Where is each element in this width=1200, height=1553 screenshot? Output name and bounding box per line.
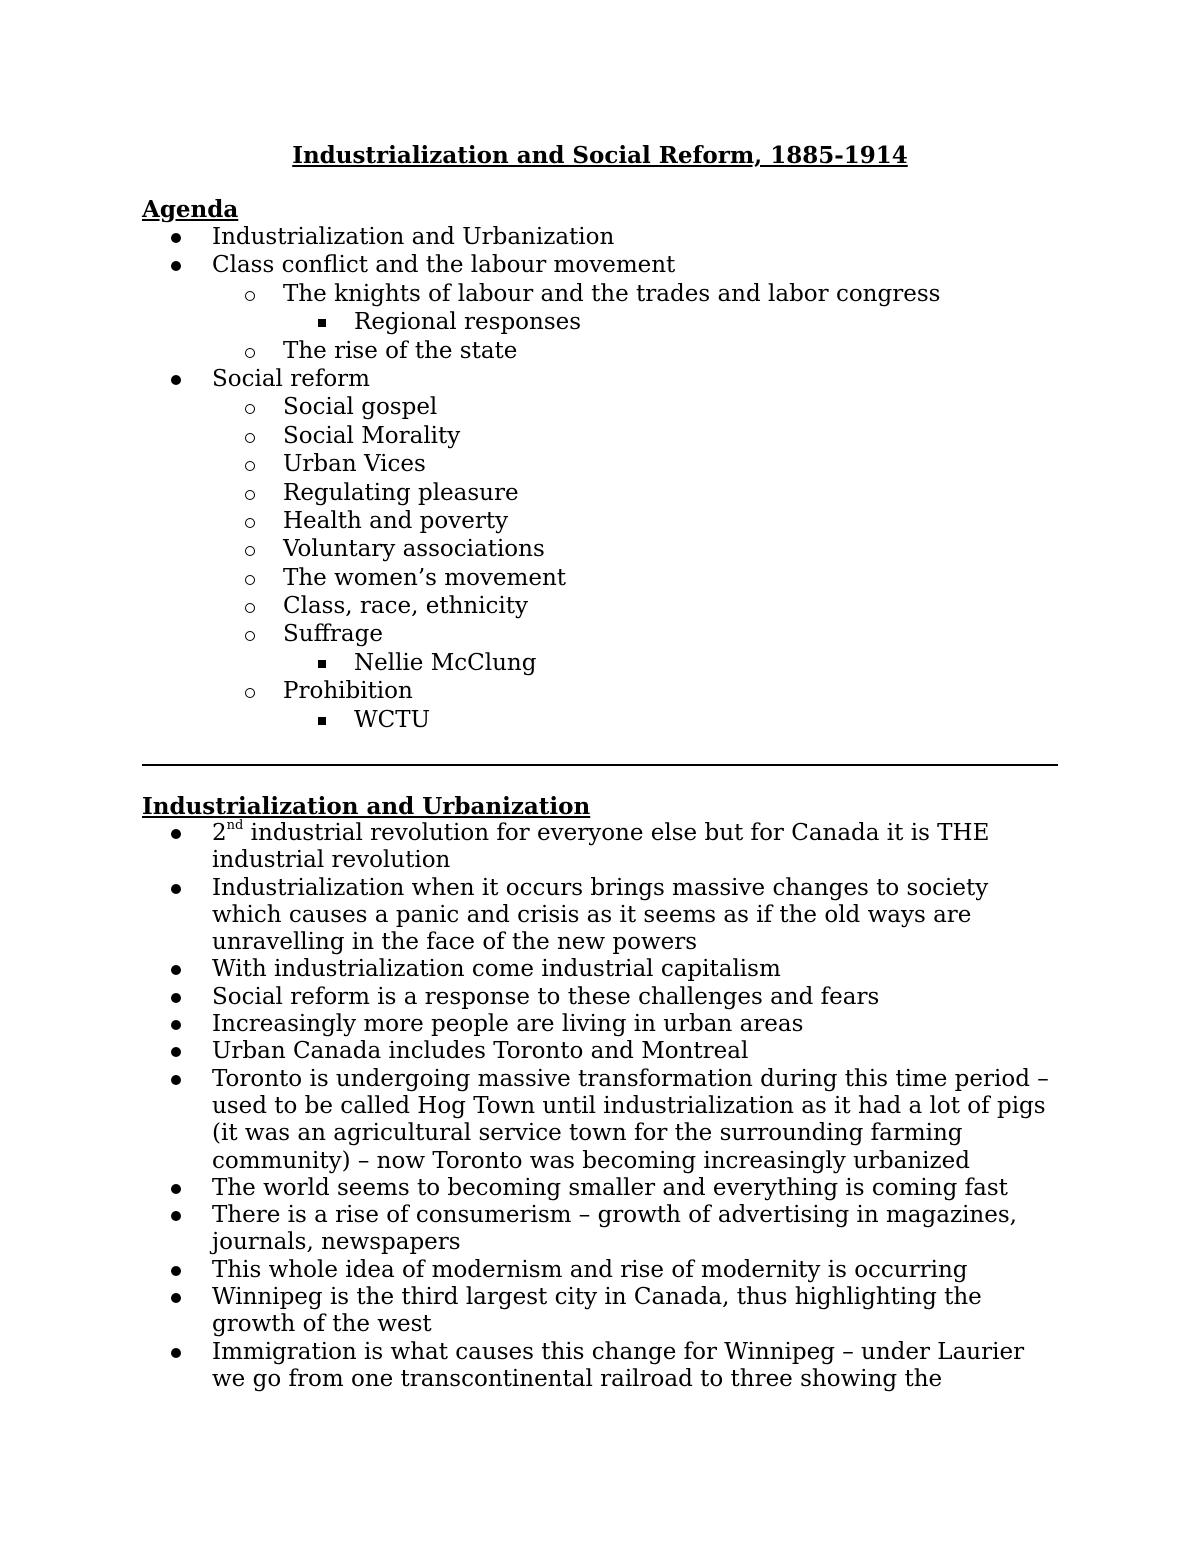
note-item: With industrialization come industrial capitalism (0, 956, 1200, 983)
note-item: Winnipeg is the third largest city in Canada, thus highlighting the growth of the west (0, 1284, 1200, 1339)
bullet-disc-icon (171, 829, 181, 839)
agenda-subitem: Social Morality (0, 422, 1200, 450)
agenda-item: Social reform (0, 365, 1200, 393)
note-item (0, 820, 1200, 875)
agenda-item: Class conflict and the labour movement (0, 251, 1200, 279)
bullet-circle-icon (245, 575, 255, 585)
bullet-disc-icon (171, 375, 181, 385)
agenda-heading: Agenda (142, 196, 239, 223)
section-heading: Industrialization and Urbanization (142, 793, 591, 820)
bullet-disc-icon (171, 1266, 181, 1276)
ordinal-suffix: nd (226, 818, 244, 834)
agenda-subitem: The women’s movement (0, 564, 1200, 592)
notes-list (0, 820, 1200, 1393)
bullet-disc-icon (171, 993, 181, 1003)
bullet-disc-icon (171, 261, 181, 271)
bullet-circle-icon (245, 404, 255, 414)
agenda-subitem: Regulating pleasure (0, 479, 1200, 507)
bullet-circle-icon (245, 291, 255, 301)
agenda-subitem: Health and poverty (0, 507, 1200, 535)
agenda-list (0, 223, 1200, 734)
note-item: There is a rise of consumerism – growth of advertising in magazines, journals, newspapers (0, 1202, 1200, 1257)
bullet-disc-icon (171, 1211, 181, 1221)
bullet-disc-icon (171, 1293, 181, 1303)
bullet-circle-icon (245, 631, 255, 641)
agenda-subsubitem: WCTU (0, 706, 1200, 734)
agenda-subitem: Prohibition (0, 677, 1200, 705)
bullet-circle-icon (245, 603, 255, 613)
bullet-disc-icon (171, 1047, 181, 1057)
agenda-subsubitem: Regional responses (0, 308, 1200, 336)
agenda-subitem: Urban Vices (0, 450, 1200, 478)
bullet-disc-icon (171, 1184, 181, 1194)
note-item: Increasingly more people are living in urban areas (0, 1011, 1200, 1038)
agenda-item: Industrialization and Urbanization (0, 223, 1200, 251)
agenda-subitem: The rise of the state (0, 337, 1200, 365)
agenda-subitem: Suffrage (0, 620, 1200, 648)
bullet-disc-icon (171, 965, 181, 975)
horizontal-divider (142, 764, 1058, 766)
note-item: Toronto is undergoing massive transformation during this time period – used to be called Hog Town until industrialization as it had a lot of pigs (it was an agricultural service town for the surrounding farming community) – now Toronto was becoming increasingly urbanized (0, 1066, 1200, 1175)
note-item: Industrialization when it occurs brings massive changes to society which causes a panic and crisis as it seems as if the old ways are unravelling in the face of the new powers (0, 875, 1200, 957)
agenda-subitem: Class, race, ethnicity (0, 592, 1200, 620)
note-item: This whole idea of modernism and rise of modernity is occurring (0, 1257, 1200, 1284)
note-text: industrial revolution for everyone else but for Canada it is THE industrial revolution (212, 820, 990, 874)
bullet-disc-icon (171, 1075, 181, 1085)
agenda-subitem: The knights of labour and the trades and labor congress (0, 280, 1200, 308)
ordinal-number: 2 (212, 820, 227, 846)
bullet-square-icon (318, 319, 326, 327)
agenda-subitem: Social gospel (0, 393, 1200, 421)
bullet-circle-icon (245, 348, 255, 358)
bullet-disc-icon (171, 233, 181, 243)
agenda-subsubitem: Nellie McClung (0, 649, 1200, 677)
bullet-circle-icon (245, 461, 255, 471)
bullet-disc-icon (171, 884, 181, 894)
bullet-square-icon (318, 660, 326, 668)
note-item: Social reform is a response to these challenges and fears (0, 984, 1200, 1011)
bullet-circle-icon (245, 546, 255, 556)
bullet-disc-icon (171, 1020, 181, 1030)
bullet-circle-icon (245, 490, 255, 500)
note-item: The world seems to becoming smaller and everything is coming fast (0, 1175, 1200, 1202)
note-item: Immigration is what causes this change for Winnipeg – under Laurier we go from one transcontinental railroad to three showing the (0, 1339, 1200, 1394)
bullet-circle-icon (245, 518, 255, 528)
bullet-circle-icon (245, 688, 255, 698)
bullet-disc-icon (171, 1348, 181, 1358)
agenda-subitem: Voluntary associations (0, 535, 1200, 563)
note-item: Urban Canada includes Toronto and Montreal (0, 1038, 1200, 1065)
bullet-square-icon (318, 717, 326, 725)
bullet-circle-icon (245, 433, 255, 443)
document-title: Industrialization and Social Reform, 1885-1914 (292, 142, 908, 169)
